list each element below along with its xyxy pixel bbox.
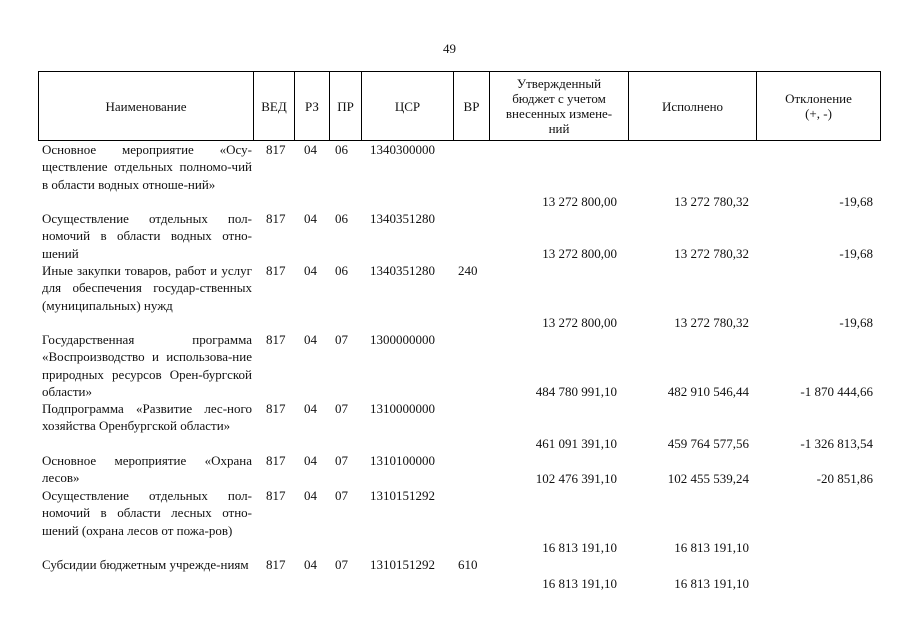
row-rz: 04 [304,263,317,278]
row-ved: 817 [266,453,286,468]
row-name: Основное мероприятие «Охрана лесов» [42,453,252,486]
row-approved: 16 813 191,10 [542,575,617,591]
row-pr: 07 [335,488,348,503]
table-row [38,331,881,400]
row-deviation: -1 326 813,54 [800,435,873,451]
row-done: 482 910 546,44 [667,383,749,399]
row-rz: 04 [304,401,317,416]
row-approved: 16 813 191,10 [542,539,617,555]
row-done: 13 272 780,32 [674,245,749,261]
row-rz: 04 [304,142,317,157]
row-approved: 13 272 800,00 [542,193,617,209]
row-rz: 04 [304,332,317,347]
row-done: 13 272 780,32 [674,314,749,330]
row-csr: 1310151292 [370,488,435,503]
row-name: Иные закупки товаров, работ и услуг для обеспечения государ-ственных (муниципальных) нужд [42,263,252,313]
header-vr: ВР [453,72,489,140]
row-vr: 240 [458,263,478,278]
table-row [38,452,881,487]
row-ved: 817 [266,263,286,278]
row-pr: 07 [335,557,348,572]
row-name: Осуществление отдельных пол-номочий в области лесных отно-шений (охрана лесов от пожа-ров) [42,488,252,538]
row-csr: 1340300000 [370,142,435,157]
row-ved: 817 [266,488,286,503]
row-pr: 07 [335,401,348,416]
row-approved: 13 272 800,00 [542,245,617,261]
row-rz: 04 [304,488,317,503]
table-row [38,556,881,592]
row-pr: 07 [335,332,348,347]
row-pr: 06 [335,142,348,157]
row-csr: 1310100000 [370,453,435,468]
row-done: 16 813 191,10 [674,575,749,591]
row-name: Осуществление отдельных пол-номочий в области водных отно-шений [42,211,252,261]
budget-table [38,71,881,592]
row-csr: 1300000000 [370,332,435,347]
row-done: 102 455 539,24 [667,470,749,486]
row-csr: 1310000000 [370,401,435,416]
row-name: Основное мероприятие «Осу-ществление отдельных полномо-чий в области водных отноше-ний» [42,142,252,192]
header-rz: РЗ [294,72,329,140]
row-name: Государственная программа «Воспроизводство и использова-ние природных ресурсов Орен-бургской области» [42,332,252,399]
table-row [38,210,881,262]
row-done: 13 272 780,32 [674,193,749,209]
row-ved: 817 [266,142,286,157]
row-pr: 06 [335,211,348,226]
row-ved: 817 [266,557,286,572]
row-deviation: -20 851,86 [816,470,873,486]
row-approved: 13 272 800,00 [542,314,617,330]
table-row [38,262,881,331]
table-row [38,141,881,210]
header-deviation: Отклонение (+, -) [756,72,880,140]
header-done: Исполнено [628,72,756,140]
row-name: Подпрограмма «Развитие лес-ного хозяйства Оренбургской области» [42,401,252,434]
row-vr: 610 [458,557,478,572]
row-deviation: -19,68 [839,193,873,209]
row-rz: 04 [304,211,317,226]
row-pr: 06 [335,263,348,278]
row-rz: 04 [304,453,317,468]
table-row [38,400,881,452]
table-header [38,71,881,141]
row-ved: 817 [266,211,286,226]
row-ved: 817 [266,401,286,416]
row-deviation: -1 870 444,66 [800,383,873,399]
row-deviation: -19,68 [839,314,873,330]
row-done: 459 764 577,56 [667,435,749,451]
row-csr: 1310151292 [370,557,435,572]
table-row [38,487,881,556]
header-ved: ВЕД [253,72,294,140]
row-name: Субсидии бюджетным учрежде-ниям [42,557,249,572]
row-csr: 1340351280 [370,263,435,278]
row-ved: 817 [266,332,286,347]
header-name: Наименование [105,98,187,114]
row-pr: 07 [335,453,348,468]
row-approved: 461 091 391,10 [535,435,617,451]
row-approved: 102 476 391,10 [535,470,617,486]
row-csr: 1340351280 [370,211,435,226]
header-csr: ЦСР [361,72,453,140]
row-deviation: -19,68 [839,245,873,261]
header-approved: Утвержденный бюджет с учетом внесенных измене-ний [489,72,628,140]
page-number: 49 [443,41,456,56]
row-done: 16 813 191,10 [674,539,749,555]
row-approved: 484 780 991,10 [535,383,617,399]
row-rz: 04 [304,557,317,572]
header-pr: ПР [329,72,361,140]
